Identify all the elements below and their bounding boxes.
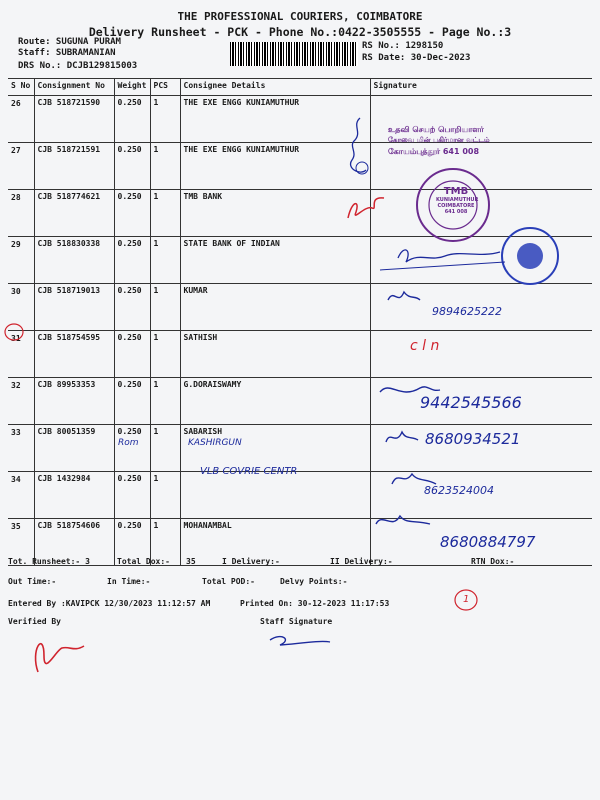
row-pcs: 1 <box>150 143 180 190</box>
staff-label: Staff: SUBRAMANIAN <box>18 48 116 58</box>
row-sno: 29 <box>8 237 34 284</box>
row-consignment: CJB 518721591 <box>34 143 114 190</box>
row-consignment: CJB 518754606 <box>34 519 114 566</box>
total-dox-label: Total Dox:- <box>117 557 170 566</box>
row-consignee: MOHANAMBAL <box>180 519 370 566</box>
row-weight: 0.250 <box>114 284 150 331</box>
col-weight: Weight <box>114 79 150 96</box>
verified-by: Verified By <box>8 617 61 626</box>
tot-runsheet: Tot. Runsheet:- 3 <box>8 557 90 566</box>
row-consignment: CJB 1432984 <box>34 472 114 519</box>
red-circle-mark <box>5 324 23 340</box>
row-weight: 0.250 <box>114 96 150 143</box>
bracket-scribble <box>351 118 366 172</box>
out-time: Out Time:- <box>8 577 57 586</box>
row-consignment: CJB 89953353 <box>34 378 114 425</box>
office-seal-line3: கோயம்புத்தூர் 641 008 <box>388 147 480 156</box>
row-consignee: SATHISH <box>180 331 370 378</box>
row-sno: 31 <box>8 331 34 378</box>
row-weight: 0.250 <box>114 237 150 284</box>
office-seal-line1: உதவி செயற் பொறியாளர் <box>388 125 484 134</box>
row-sno: 26 <box>8 96 34 143</box>
row-sno: 27 <box>8 143 34 190</box>
row-consignment: CJB 518830338 <box>34 237 114 284</box>
hw-name-33: KASHIRGUN <box>188 438 242 448</box>
row-pcs: 1 <box>150 331 180 378</box>
tmb-stamp <box>436 186 479 215</box>
i-delivery: I Delivery:- <box>222 557 280 566</box>
row-sno: 32 <box>8 378 34 425</box>
row-consignment: CJB 518754595 <box>34 331 114 378</box>
row-sno: 30 <box>8 284 34 331</box>
row-pcs: 1 <box>150 519 180 566</box>
row-sno: 35 <box>8 519 34 566</box>
ii-delivery: II Delivery:- <box>330 557 393 566</box>
row-weight: 0.250 <box>114 378 150 425</box>
rtn-dox: RTN Dox:- <box>471 557 515 566</box>
row-sno: 28 <box>8 190 34 237</box>
row-consignee: TMB BANK <box>180 190 370 237</box>
row-pcs: 1 <box>150 237 180 284</box>
signature-mohanambal <box>376 516 430 524</box>
office-seal-line2: கோவை மின் பகிர்மான வட்டம் <box>388 136 490 144</box>
printed-on: Printed On: 30-12-2023 11:17:53 <box>240 599 390 608</box>
row-consignment: CJB 518719013 <box>34 284 114 331</box>
row-pcs: 1 <box>150 96 180 143</box>
row-pcs: 1 <box>150 472 180 519</box>
entered-by: Entered By :KAVIPCK 12/30/2023 11:12:57 AM <box>8 599 211 608</box>
row-weight: 0.250 <box>114 472 150 519</box>
row-weight: 0.250 <box>114 331 150 378</box>
company-title: THE PROFESSIONAL COURIERS, COIMBATORE <box>177 10 423 23</box>
hw-page-circle: 1 <box>463 594 470 605</box>
row-consignment: CJB 80051359 <box>34 425 114 472</box>
row-consignee: THE EXE ENGG KUNIAMUTHUR <box>180 96 370 143</box>
hw-phone-35: 8680884797 <box>440 533 536 551</box>
office-seal <box>388 124 538 157</box>
signature-doraiswamy <box>380 387 440 392</box>
row-consignee: G.DORAISWAMY <box>180 378 370 425</box>
hw-phone-32: 9442545566 <box>420 393 522 412</box>
hw-phone-34: 8623524004 <box>424 484 494 497</box>
verifier-signature <box>36 644 84 672</box>
row-pcs: 1 <box>150 190 180 237</box>
signature-sbi <box>398 250 500 262</box>
col-consignee: Consignee Details <box>180 79 370 96</box>
hw-phone-33: 8680934521 <box>425 430 521 448</box>
hw-phone-30: 9894625222 <box>432 305 502 318</box>
rs-date: RS Date: 30-Dec-2023 <box>362 53 471 63</box>
row-consignee: THE EXE ENGG KUNIAMUTHUR <box>180 143 370 190</box>
row-consignee: SABARISH <box>180 425 370 472</box>
staff-signature: Staff Signature <box>260 617 333 626</box>
signature-underline <box>380 262 505 270</box>
row-pcs: 1 <box>150 425 180 472</box>
col-signature: Signature <box>370 79 592 96</box>
tmb-stamp-text: KUNIAMUTHUR COIMBATORE 641 008 <box>436 197 479 215</box>
col-pcs: PCS <box>150 79 180 96</box>
row-pcs: 1 <box>150 284 180 331</box>
row-weight: 0.250 <box>114 519 150 566</box>
row-consignee: KUMAR <box>180 284 370 331</box>
sbi-stamp-core <box>517 243 543 269</box>
red-signature <box>348 198 384 218</box>
row-consignment: CJB 518774621 <box>34 190 114 237</box>
row-consignee: STATE BANK OF INDIAN <box>180 237 370 284</box>
hw-mark-33: Rom <box>118 438 139 448</box>
row-weight: 0.250 <box>114 190 150 237</box>
signature-sabarish <box>386 432 418 442</box>
staff-signature-mark <box>270 637 330 645</box>
route-label: Route: SUGUNA PURAM <box>18 37 121 47</box>
total-pod: Total POD:- <box>202 577 255 586</box>
row-consignment: CJB 518721590 <box>34 96 114 143</box>
row-sno: 34 <box>8 472 34 519</box>
col-sno: S No <box>8 79 34 96</box>
row-sno: 33 <box>8 425 34 472</box>
runsheet-subtitle: Delivery Runsheet - PCK - Phone No.:0422-3505555 - Page No.:3 <box>88 25 512 39</box>
rs-number: RS No.: 1298150 <box>362 41 444 51</box>
row-weight: 0.250 <box>114 425 150 472</box>
row-pcs: 1 <box>150 378 180 425</box>
signature-kumar <box>388 292 420 300</box>
hw-note-31: c l n <box>410 338 440 354</box>
col-consignment: Consignment No <box>34 79 114 96</box>
hw-name-34: VLB COVRIE CENTR <box>200 466 298 477</box>
drs-number: DRS No.: DCJB129815003 <box>18 61 138 71</box>
in-time: In Time:- <box>107 577 151 586</box>
signature-vlb <box>392 474 436 484</box>
row-weight: 0.250 <box>114 143 150 190</box>
total-dox-value: 35 <box>186 557 196 566</box>
delvy-points: Delvy Points:- <box>280 577 348 586</box>
tmb-logo-text: TMB <box>443 186 469 197</box>
